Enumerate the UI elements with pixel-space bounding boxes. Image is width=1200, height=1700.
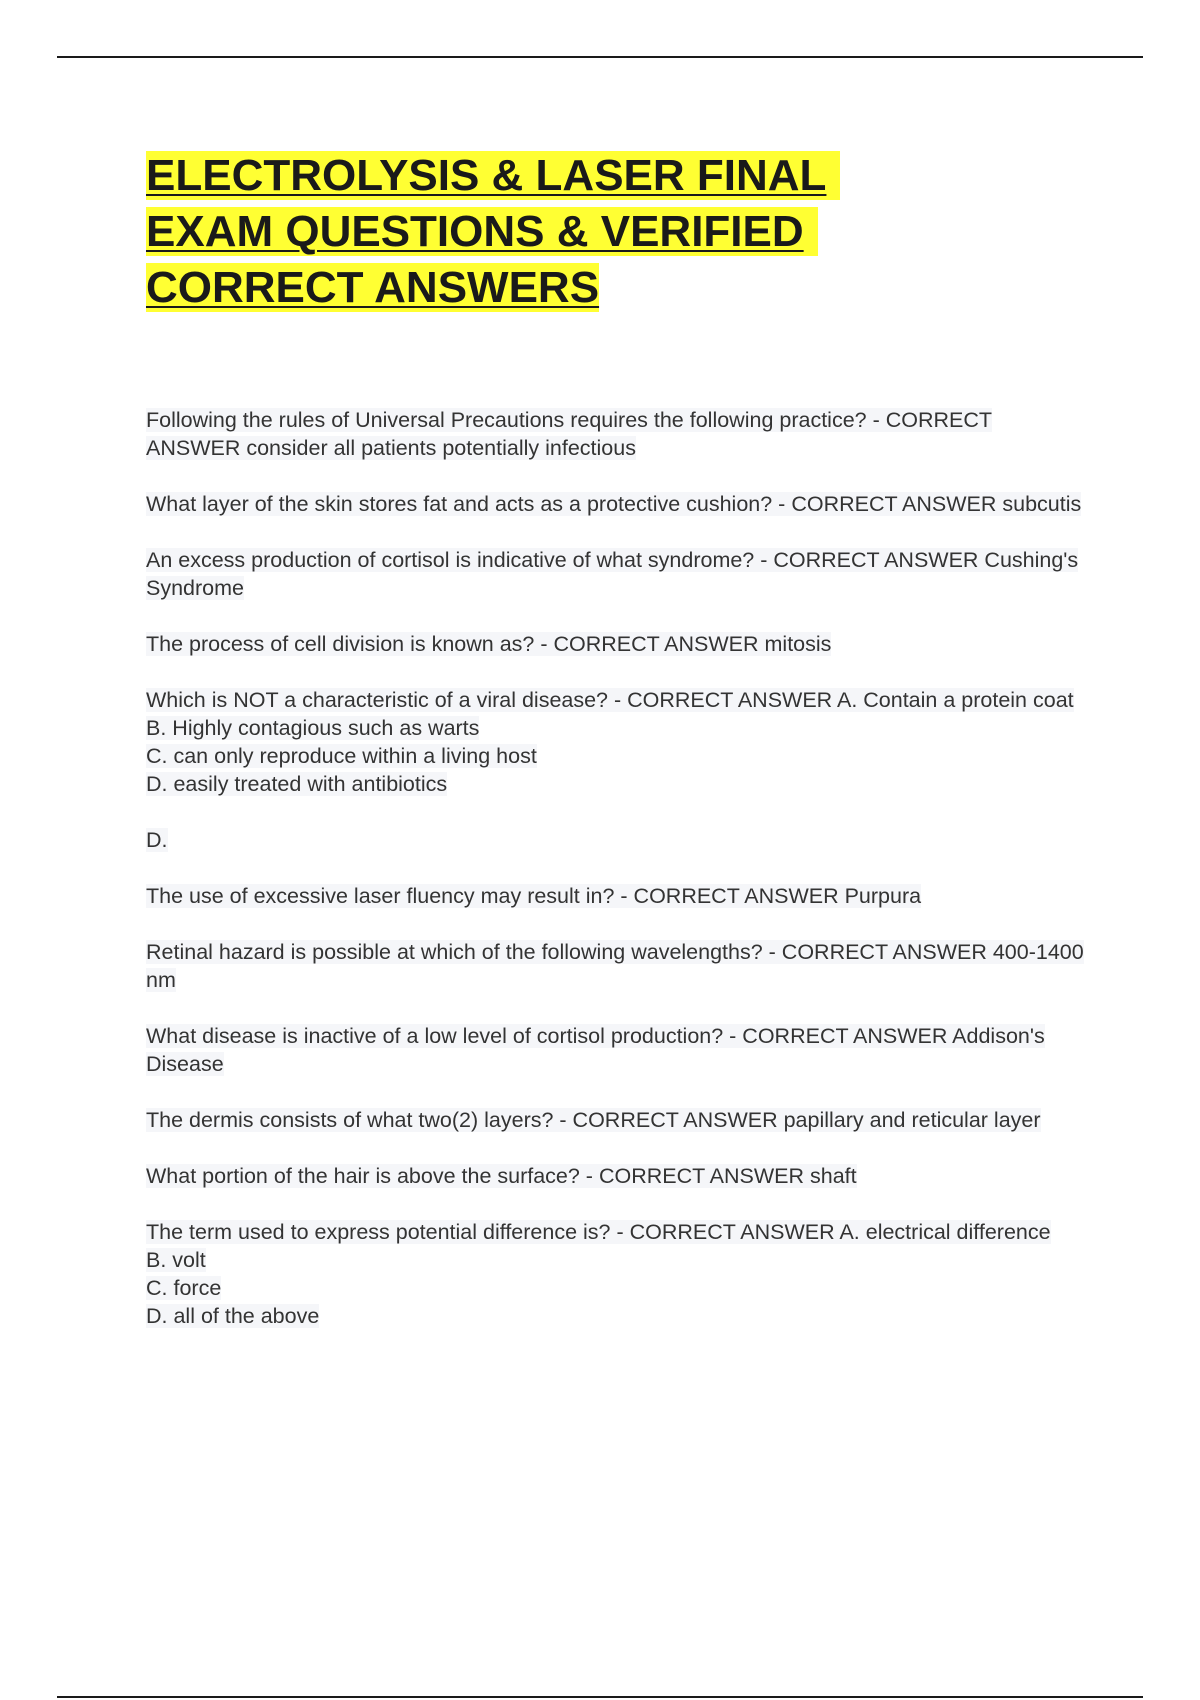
qa-item bbox=[146, 826, 1086, 854]
qa-item bbox=[146, 1162, 1086, 1190]
qa-list bbox=[146, 406, 1086, 1330]
title-line: EXAM QUESTIONS & VERIFIED bbox=[146, 204, 1086, 260]
qa-option: D. all of the above bbox=[146, 1304, 320, 1328]
top-divider bbox=[57, 56, 1143, 58]
document-title bbox=[146, 148, 1086, 316]
qa-text: The use of excessive laser fluency may result in? - CORRECT ANSWER Purpura bbox=[146, 884, 922, 908]
qa-item bbox=[146, 938, 1086, 994]
qa-item bbox=[146, 882, 1086, 910]
qa-text: What portion of the hair is above the surface? - CORRECT ANSWER shaft bbox=[146, 1164, 857, 1188]
qa-text: The term used to express potential difference is? - CORRECT ANSWER A. electrical difference bbox=[146, 1220, 1051, 1244]
qa-text: D. bbox=[146, 828, 168, 852]
qa-option: C. force bbox=[146, 1276, 222, 1300]
qa-text: What layer of the skin stores fat and acts as a protective cushion? - CORRECT ANSWER subcutis bbox=[146, 492, 1082, 516]
qa-item bbox=[146, 546, 1086, 602]
qa-item bbox=[146, 1218, 1086, 1330]
qa-text: Which is NOT a characteristic of a viral disease? - CORRECT ANSWER A. Contain a protein coat bbox=[146, 688, 1074, 712]
qa-option: B. Highly contagious such as warts bbox=[146, 716, 480, 740]
qa-text: The process of cell division is known as? - CORRECT ANSWER mitosis bbox=[146, 632, 832, 656]
title-line: CORRECT ANSWERS bbox=[146, 263, 600, 312]
qa-text: Retinal hazard is possible at which of the following wavelengths? - CORRECT ANSWER 400-1400 nm bbox=[146, 940, 1084, 992]
qa-text: Following the rules of Universal Precautions requires the following practice? - CORRECT ANSWER consider all patients potentially infectious bbox=[146, 408, 993, 460]
qa-text: What disease is inactive of a low level of cortisol production? - CORRECT ANSWER Addison's Disease bbox=[146, 1024, 1045, 1076]
qa-item bbox=[146, 406, 1086, 462]
qa-item bbox=[146, 686, 1086, 798]
qa-option: C. can only reproduce within a living host bbox=[146, 744, 537, 768]
qa-text: The dermis consists of what two(2) layers? - CORRECT ANSWER papillary and reticular layer bbox=[146, 1108, 1041, 1132]
qa-item bbox=[146, 1022, 1086, 1078]
qa-text: An excess production of cortisol is indicative of what syndrome? - CORRECT ANSWER Cushing's Syndrome bbox=[146, 548, 1079, 600]
bottom-divider bbox=[57, 1696, 1143, 1698]
qa-item bbox=[146, 630, 1086, 658]
qa-option: B. volt bbox=[146, 1248, 206, 1272]
document-body bbox=[146, 148, 1086, 1358]
qa-option: D. easily treated with antibiotics bbox=[146, 772, 448, 796]
qa-item bbox=[146, 1106, 1086, 1134]
title-line: ELECTROLYSIS & LASER FINAL bbox=[146, 148, 1086, 204]
qa-item bbox=[146, 490, 1086, 518]
